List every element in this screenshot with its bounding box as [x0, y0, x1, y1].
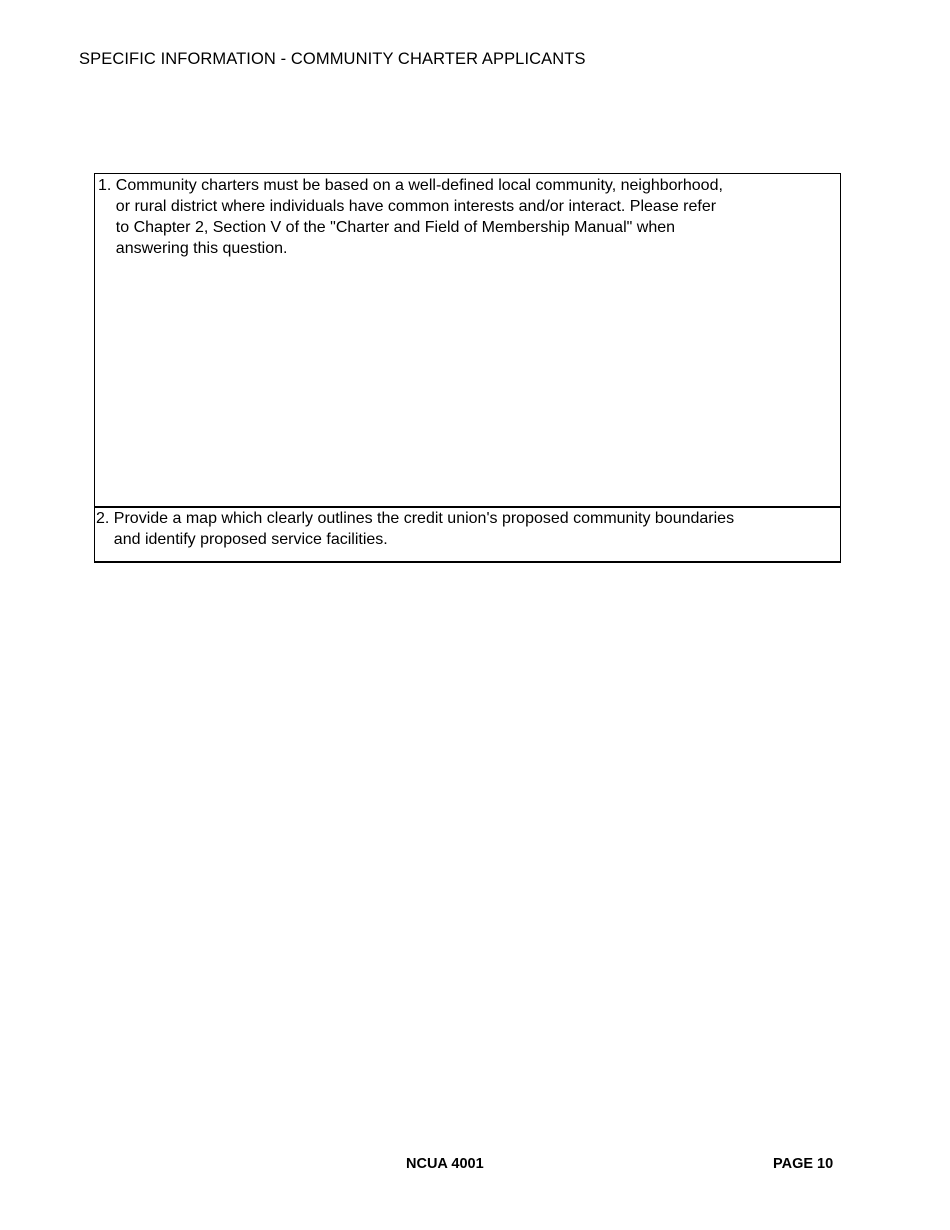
question-1-line: Community charters must be based on a well-defined local community, neighborhood,: [115, 177, 723, 194]
question-1: [95, 174, 840, 508]
question-2-prompt: [95, 508, 840, 550]
footer-form-id: NCUA 4001: [406, 1156, 484, 1172]
question-2-answer-area[interactable]: [95, 554, 840, 562]
question-1-number: 1.: [98, 177, 116, 194]
question-2: [95, 508, 840, 562]
question-2-line: Provide a map which clearly outlines the credit union's proposed community boundaries: [113, 510, 735, 527]
question-1-prompt: [95, 174, 840, 259]
page-title: SPECIFIC INFORMATION - COMMUNITY CHARTER APPLICANTS: [79, 50, 586, 68]
question-1-answer-area[interactable]: [95, 264, 840, 506]
question-2-text: [114, 508, 734, 550]
question-1-text: [116, 175, 723, 259]
question-1-line: to Chapter 2, Section V of the "Charter and Field of Membership Manual" when: [115, 219, 676, 236]
question-form-box: [94, 173, 841, 563]
question-2-line: and identify proposed service facilities.: [113, 531, 388, 548]
footer-page-number: PAGE 10: [773, 1156, 834, 1172]
question-1-line: or rural district where individuals have common interests and/or interact. Please refer: [115, 198, 717, 215]
question-2-number: 2.: [96, 510, 114, 527]
question-1-line: answering this question.: [115, 240, 288, 257]
